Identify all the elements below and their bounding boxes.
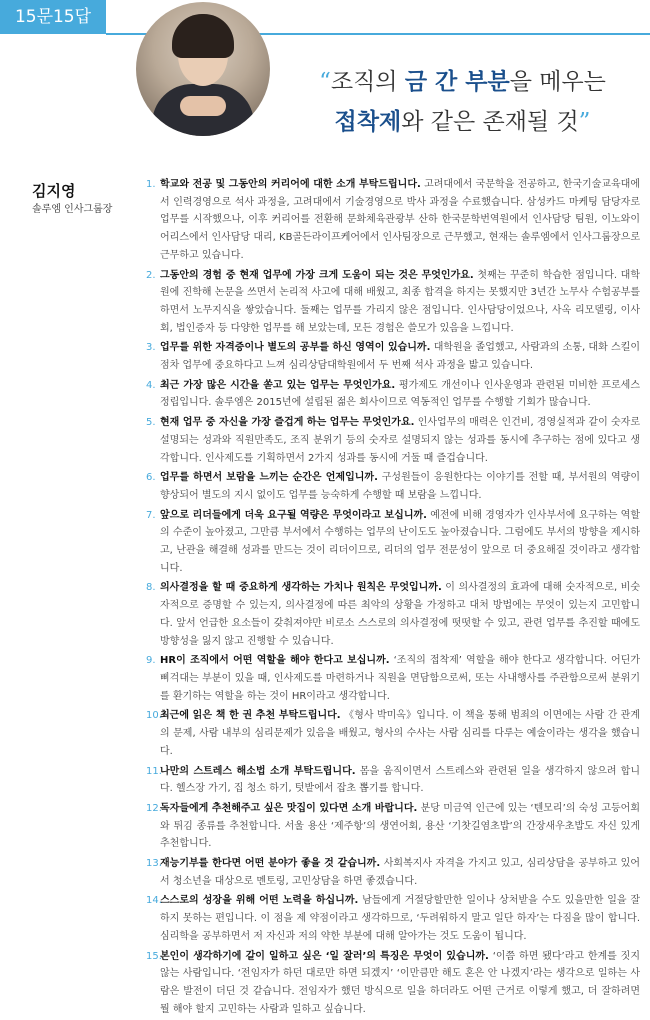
answer: ‘이쯤 하면 됐다’라고 한계를 짓지 않는 사람입니다. ‘전임자가 하던 대로만 하면 되겠지’ ‘이만큼만 해도 혼은 안 나겠지’라는 생각으로 일하는 사람은 발전이 더딘 것 같습니다. 전임자가 했던 방식으로 일을 하더라도 어떤 근거로 이렇게 했고, 더 잘하려면 뭘 해야 할지 고민하는 사람과 일하고 싶습니다. bbox=[160, 950, 640, 1015]
question: 독자들에게 추천해주고 싶은 맛집이 있다면 소개 바랍니다. bbox=[160, 802, 418, 814]
qa-item: 1. 학교와 전공 및 그동안의 커리어에 대한 소개 부탁드립니다. 고려대에서 국문학을 전공하고, 한국기술교육대에서 인력경영으로 석사 과정을, 고려대에서 기술경영으로 박사 과정을 수료했습니다. 삼성카드 마케팅 담당자로 업무를 시작했으나, 이후 커리어를 전환해 문화체육관광부 산하 한국문학번역원에서 인사담당 팀원, 이노와이어리스에서 인사담당 대리, KB골든라이프케어에서 인사팀장으로 근무했고, 현재는 솔루엠에서 인사그룹장으로 근무하고 있습니다. bbox=[146, 179, 641, 261]
profile-photo bbox=[136, 2, 270, 136]
question: 의사결정을 할 때 중요하게 생각하는 가치나 원칙은 무엇입니까. bbox=[160, 582, 442, 594]
answer: 인사업무의 매력은 인건비, 경영실적과 같이 숫자로 설명되는 성과와 직원만족도, 조직 분위기 등의 숫자로 설명되지 않는 성과를 동시에 추구하는 점에 있다고 생각합니다. 인사제도를 기획하면서 2가지 성과를 동시에 거둘 때 즐겁습니다. bbox=[160, 417, 640, 464]
pull-quote-line-2: 접착제와 같은 존재될 것” bbox=[334, 108, 591, 135]
question: 현재 업무 중 자신을 가장 즐겁게 하는 업무는 무엇인가요. bbox=[160, 417, 415, 429]
answer: 첫째는 꾸준히 학습한 점입니다. 대학원에 진학해 논문을 쓰면서 논리적 사고에 대해 배웠고, 최종 합격을 하지는 못했지만 3년간 노무사 수험공부를 하면서 노무지식을 쌓았습니다. 둘째는 업무를 가리지 않은 점입니다. 인사담당이었으나, 사옥 리모델링, 이사회, 법인증자 등 다양한 업무를 해 보았는데, 모든 경험은 쓸모가 있음을 느낍니다. bbox=[160, 269, 640, 334]
close-quote-mark: ” bbox=[578, 109, 591, 135]
answer: 이 의사결정의 효과에 대해 숫자적으로, 비숫자적으로 증명할 수 있는지, 의사결정에 따른 최악의 상황을 가정하고 대처 방법에는 무엇이 있는지 고민합니다. 앞서 언급한 요소들이 갖춰져야만 비로소 스스로의 의사결정에 떳떳할 수 있고, 관련 업무를 추진할 때에도 방향성을 잃지 않고 진행할 수 있습니다. bbox=[160, 582, 640, 647]
qa-item: 14. 스스로의 성장을 위해 어떤 노력을 하십니까. 남들에게 거절당할만한 일이나 상처받을 수도 있을만한 일을 잘하지 못하는 편입니다. 이 점을 제 약점이라고 생각하므로, ‘두려워하지 말고 일단 하자’는 다짐을 많이 합니다. 심리학을 공부하면서 저 자신과 저의 약한 부분에 대해 알아가는 것도 도움이 됩니다. bbox=[146, 895, 640, 942]
qa-item: 5. 현재 업무 중 자신을 가장 즐겁게 하는 업무는 무엇인가요. 인사업무의 매력은 인건비, 경영실적과 같이 숫자로 설명되는 성과와 직원만족도, 조직 분위기 등의 숫자로 설명되지 않는 성과를 동시에 추구하는 점에 있다고 생각합니다. 인사제도를 기획하면서 2가지 성과를 동시에 거둘 때 즐겁습니다. bbox=[146, 417, 640, 464]
pull-quote-line-1: “조직의 금 간 부분을 메우는 bbox=[319, 68, 606, 95]
question: 그동안의 경험 중 현재 업무에 가장 크게 도움이 되는 것은 무엇인가요. bbox=[160, 269, 474, 281]
answer: 구성원들이 응원한다는 이야기를 전할 때, 부서원의 역량이 향상되어 별도의 지시 없이도 업무를 능숙하게 수행할 때 보람을 느낍니다. bbox=[160, 472, 640, 501]
answer: 고려대에서 국문학을 전공하고, 한국기술교육대에서 인력경영으로 석사 과정을, 고려대에서 기술경영으로 박사 과정을 수료했습니다. 삼성카드 마케팅 담당자로 업무를 시작했으나, 이후 커리어를 전환해 문화체육관광부 산하 한국문학번역원에서 인사담당 팀원, 이노와이어리스에서 인사담당 대리, KB골든라이프케어에서 인사팀장으로 근무했고, 현재는 솔루엠에서 인사그룹장으로 근무하고 있습니다. bbox=[160, 179, 641, 261]
qa-item: 11. 나만의 스트레스 해소법 소개 부탁드립니다. 몸을 움직이면서 스트레스와 관련된 일을 생각하지 않으려 합니다. 헬스장 가기, 집 청소 하기, 텃밭에서 잡초 뽑기를 합니다. bbox=[146, 765, 641, 795]
question: 나만의 스트레스 해소법 소개 부탁드립니다. bbox=[160, 765, 356, 777]
question: 업무를 위한 자격증이나 별도의 공부를 하신 영역이 있습니까. bbox=[160, 342, 431, 354]
question: 본인이 생각하기에 같이 일하고 싶은 ‘일 잘러’의 특징은 무엇이 있습니까. bbox=[160, 950, 489, 962]
qa-item: 7. 앞으로 리더들에게 더욱 요구될 역량은 무엇이라고 보십니까. 예전에 비해 경영자가 인사부서에 요구하는 역할의 수준이 높아졌고, 그만큼 부서에서 수행하는 업무의 난이도도 높아졌습니다. 그럼에도 부서의 방향을 제시하고, 난관을 해결해 성과를 만드는 것이 리더이므로, 리더의 업무 전문성이 앞으로 더 중요해질 것이라고 생각합니다. bbox=[146, 509, 640, 574]
qa-item: 6. 업무를 하면서 보람을 느끼는 순간은 언제입니까. 구성원들이 응원한다는 이야기를 전할 때, 부서원의 역량이 향상되어 별도의 지시 없이도 업무를 능숙하게 수행할 때 보람을 느낍니다. bbox=[146, 472, 640, 501]
question: 스스로의 성장을 위해 어떤 노력을 하십니까. bbox=[160, 895, 359, 907]
qa-item: 13. 재능기부를 한다면 어떤 분야가 좋을 것 같습니까. 사회복지사 자격을 가지고 있고, 심리상담을 공부하고 있어서 청소년을 대상으로 멘토링, 고민상담을 하면 좋겠습니다. bbox=[146, 858, 641, 887]
qa-item: 15. 본인이 생각하기에 같이 일하고 싶은 ‘일 잘러’의 특징은 무엇이 있습니까. ‘이쯤 하면 됐다’라고 한계를 짓지 않는 사람입니다. ‘전임자가 하던 대로만 하면 되겠지’ ‘이만큼만 해도 혼은 안 나겠지’라는 생각으로 일하는 사람은 발전이 더딘 것 같습니다. 전임자가 했던 방식으로 일을 하더라도 어떤 근거로 이렇게 했고, 더 잘하려면 뭘 해야 할지 고민하는 사람과 일하고 싶습니다. bbox=[146, 950, 640, 1015]
question: 재능기부를 한다면 어떤 분야가 좋을 것 같습니까. bbox=[160, 858, 381, 870]
interviewee-name: 김지영 bbox=[32, 182, 76, 200]
answer: 대학원을 졸업했고, 사람과의 소통, 대화 스킬이 점차 업무에 중요하다고 느껴 심리상담대학원에서 두 번째 석사 과정을 밟고 있습니다. bbox=[160, 342, 641, 372]
question: 학교와 전공 및 그동안의 커리어에 대한 소개 부탁드립니다. bbox=[160, 179, 421, 190]
answer: 분당 미금역 인근에 있는 ‘텐모리’의 숙성 고등어회와 튀김 종류를 추천합니다. 서울 용산 ‘제주항’의 생연어회, 용산 ‘기찻길염초밥’의 간장새우초밥도 자신 있게 추천합니다. bbox=[160, 802, 640, 850]
answer: 사회복지사 자격을 가지고 있고, 심리상담을 공부하고 있어서 청소년을 대상으로 멘토링, 고민상담을 하면 좋겠습니다. bbox=[160, 858, 641, 887]
qa-item: 2. 그동안의 경험 중 현재 업무에 가장 크게 도움이 되는 것은 무엇인가요. 첫째는 꾸준히 학습한 점입니다. 대학원에 진학해 논문을 쓰면서 논리적 사고에 대해 배웠고, 최종 합격을 하지는 못했지만 3년간 노무사 수험공부를 하면서 노무지식을 쌓았습니다. 둘째는 업무를 가리지 않은 점입니다. 인사담당이었으나, 사옥 리모델링, 이사회, 법인증자 등 다양한 업무를 해 보았는데, 모든 경험은 쓸모가 있음을 느낍니다. bbox=[146, 269, 640, 334]
question: 최근 가장 많은 시간을 쏟고 있는 업무는 무엇인가요. bbox=[160, 379, 396, 391]
answer: 예전에 비해 경영자가 인사부서에 요구하는 역할의 수준이 높아졌고, 그만큼 부서에서 수행하는 업무의 난이도도 높아졌습니다. 그럼에도 부서의 방향을 제시하고, 난관을 해결해 성과를 만드는 것이 리더이므로, 리더의 업무 전문성이 앞으로 더 중요해질 것이라고 생각합니다. bbox=[160, 509, 640, 574]
question: HR이 조직에서 어떤 역할을 해야 한다고 보십니까. bbox=[160, 655, 390, 667]
answer: 남들에게 거절당할만한 일이나 상처받을 수도 있을만한 일을 잘하지 못하는 편입니다. 이 점을 제 약점이라고 생각하므로, ‘두려워하지 말고 일단 하자’는 다짐을 많이 합니다. 심리학을 공부하면서 저 자신과 저의 약한 부분에 대해 알아가는 것도 도움이 됩니다. bbox=[160, 895, 640, 942]
qa-item: 9. HR이 조직에서 어떤 역할을 해야 한다고 보십니까. ‘조직의 접착제’ 역할을 해야 한다고 생각합니다. 어딘가 삐걱대는 부분이 있을 때, 인사제도를 마련하거나 직원을 면담함으로써, 또는 사내행사를 주관함으로써 분위기를 환기하는 역할을 하는 것이 HR이라고 생각합니다. bbox=[146, 655, 640, 702]
answer: 평가제도 개선이나 인사운영과 관련된 미비한 프로세스 정립입니다. 솔루엠은 2015년에 설립된 젊은 회사이므로 역동적인 업무를 수행할 기회가 많습니다. bbox=[160, 379, 641, 409]
qa-item: 3. 업무를 위한 자격증이나 별도의 공부를 하신 영역이 있습니까. 대학원을 졸업했고, 사람과의 소통, 대화 스킬이 점차 업무에 중요하다고 느껴 심리상담대학원에서 두 번째 석사 과정을 밟고 있습니다. bbox=[146, 342, 641, 372]
qa-item: 12. 독자들에게 추천해주고 싶은 맛집이 있다면 소개 바랍니다. 분당 미금역 인근에 있는 ‘텐모리’의 숙성 고등어회와 튀김 종류를 추천합니다. 서울 용산 ‘제주항’의 생연어회, 용산 ‘기찻길염초밥’의 간장새우초밥도 자신 있게 추천합니다. bbox=[146, 802, 640, 850]
section-tab: 15문15답 bbox=[0, 0, 106, 34]
qa-item: 4. 최근 가장 많은 시간을 쏟고 있는 업무는 무엇인가요. 평가제도 개선이나 인사운영과 관련된 미비한 프로세스 정립입니다. 솔루엠은 2015년에 설립된 젊은 회사이므로 역동적인 업무를 수행할 기회가 많습니다. bbox=[146, 379, 641, 409]
qa-item: 10. 최근에 읽은 책 한 권 추천 부탁드립니다. 《형사 박미옥》입니다. 이 책을 통해 범죄의 이면에는 사람 간 관계의 문제, 사람 내부의 심리문제가 있음을 배웠고, 형사의 수사는 사람 심리를 다루는 예술이라는 생각을 했습니다. bbox=[146, 710, 640, 757]
answer: 《형사 박미옥》입니다. 이 책을 통해 범죄의 이면에는 사람 간 관계의 문제, 사람 내부의 심리문제가 있음을 배웠고, 형사의 수사는 사람 심리를 다루는 예술이라는 생각을 했습니다. bbox=[160, 710, 640, 757]
qa-item: 8. 의사결정을 할 때 중요하게 생각하는 가치나 원칙은 무엇입니까. 이 의사결정의 효과에 대해 숫자적으로, 비숫자적으로 증명할 수 있는지, 의사결정에 따른 최악의 상황을 가정하고 대처 방법에는 무엇이 있는지 고민합니다. 앞서 언급한 요소들이 갖춰져야만 비로소 스스로의 의사결정에 떳떳할 수 있고, 관련 업무를 추진할 때에도 방향성을 잃지 않고 진행할 수 있습니다. bbox=[146, 582, 640, 647]
question: 업무를 하면서 보람을 느끼는 순간은 언제입니까. bbox=[160, 472, 378, 484]
answer: 몸을 움직이면서 스트레스와 관련된 일을 생각하지 않으려 합니다. 헬스장 가기, 집 청소 하기, 텃밭에서 잡초 뽑기를 합니다. bbox=[160, 765, 641, 795]
interviewee-role: 솔루엠 인사그룹장 bbox=[32, 204, 113, 215]
qa-list bbox=[146, 176, 640, 1020]
question: 최근에 읽은 책 한 권 추천 부탁드립니다. bbox=[160, 710, 341, 722]
open-quote-mark: “ bbox=[319, 69, 331, 95]
answer: ‘조직의 접착제’ 역할을 해야 한다고 생각합니다. 어딘가 삐걱대는 부분이 있을 때, 인사제도를 마련하거나 직원을 면담함으로써, 또는 사내행사를 주관함으로써 분위기를 환기하는 역할을 하는 것이 HR이라고 생각합니다. bbox=[160, 655, 640, 702]
question: 앞으로 리더들에게 더욱 요구될 역량은 무엇이라고 보십니까. bbox=[160, 509, 427, 521]
pull-quote bbox=[285, 62, 640, 142]
